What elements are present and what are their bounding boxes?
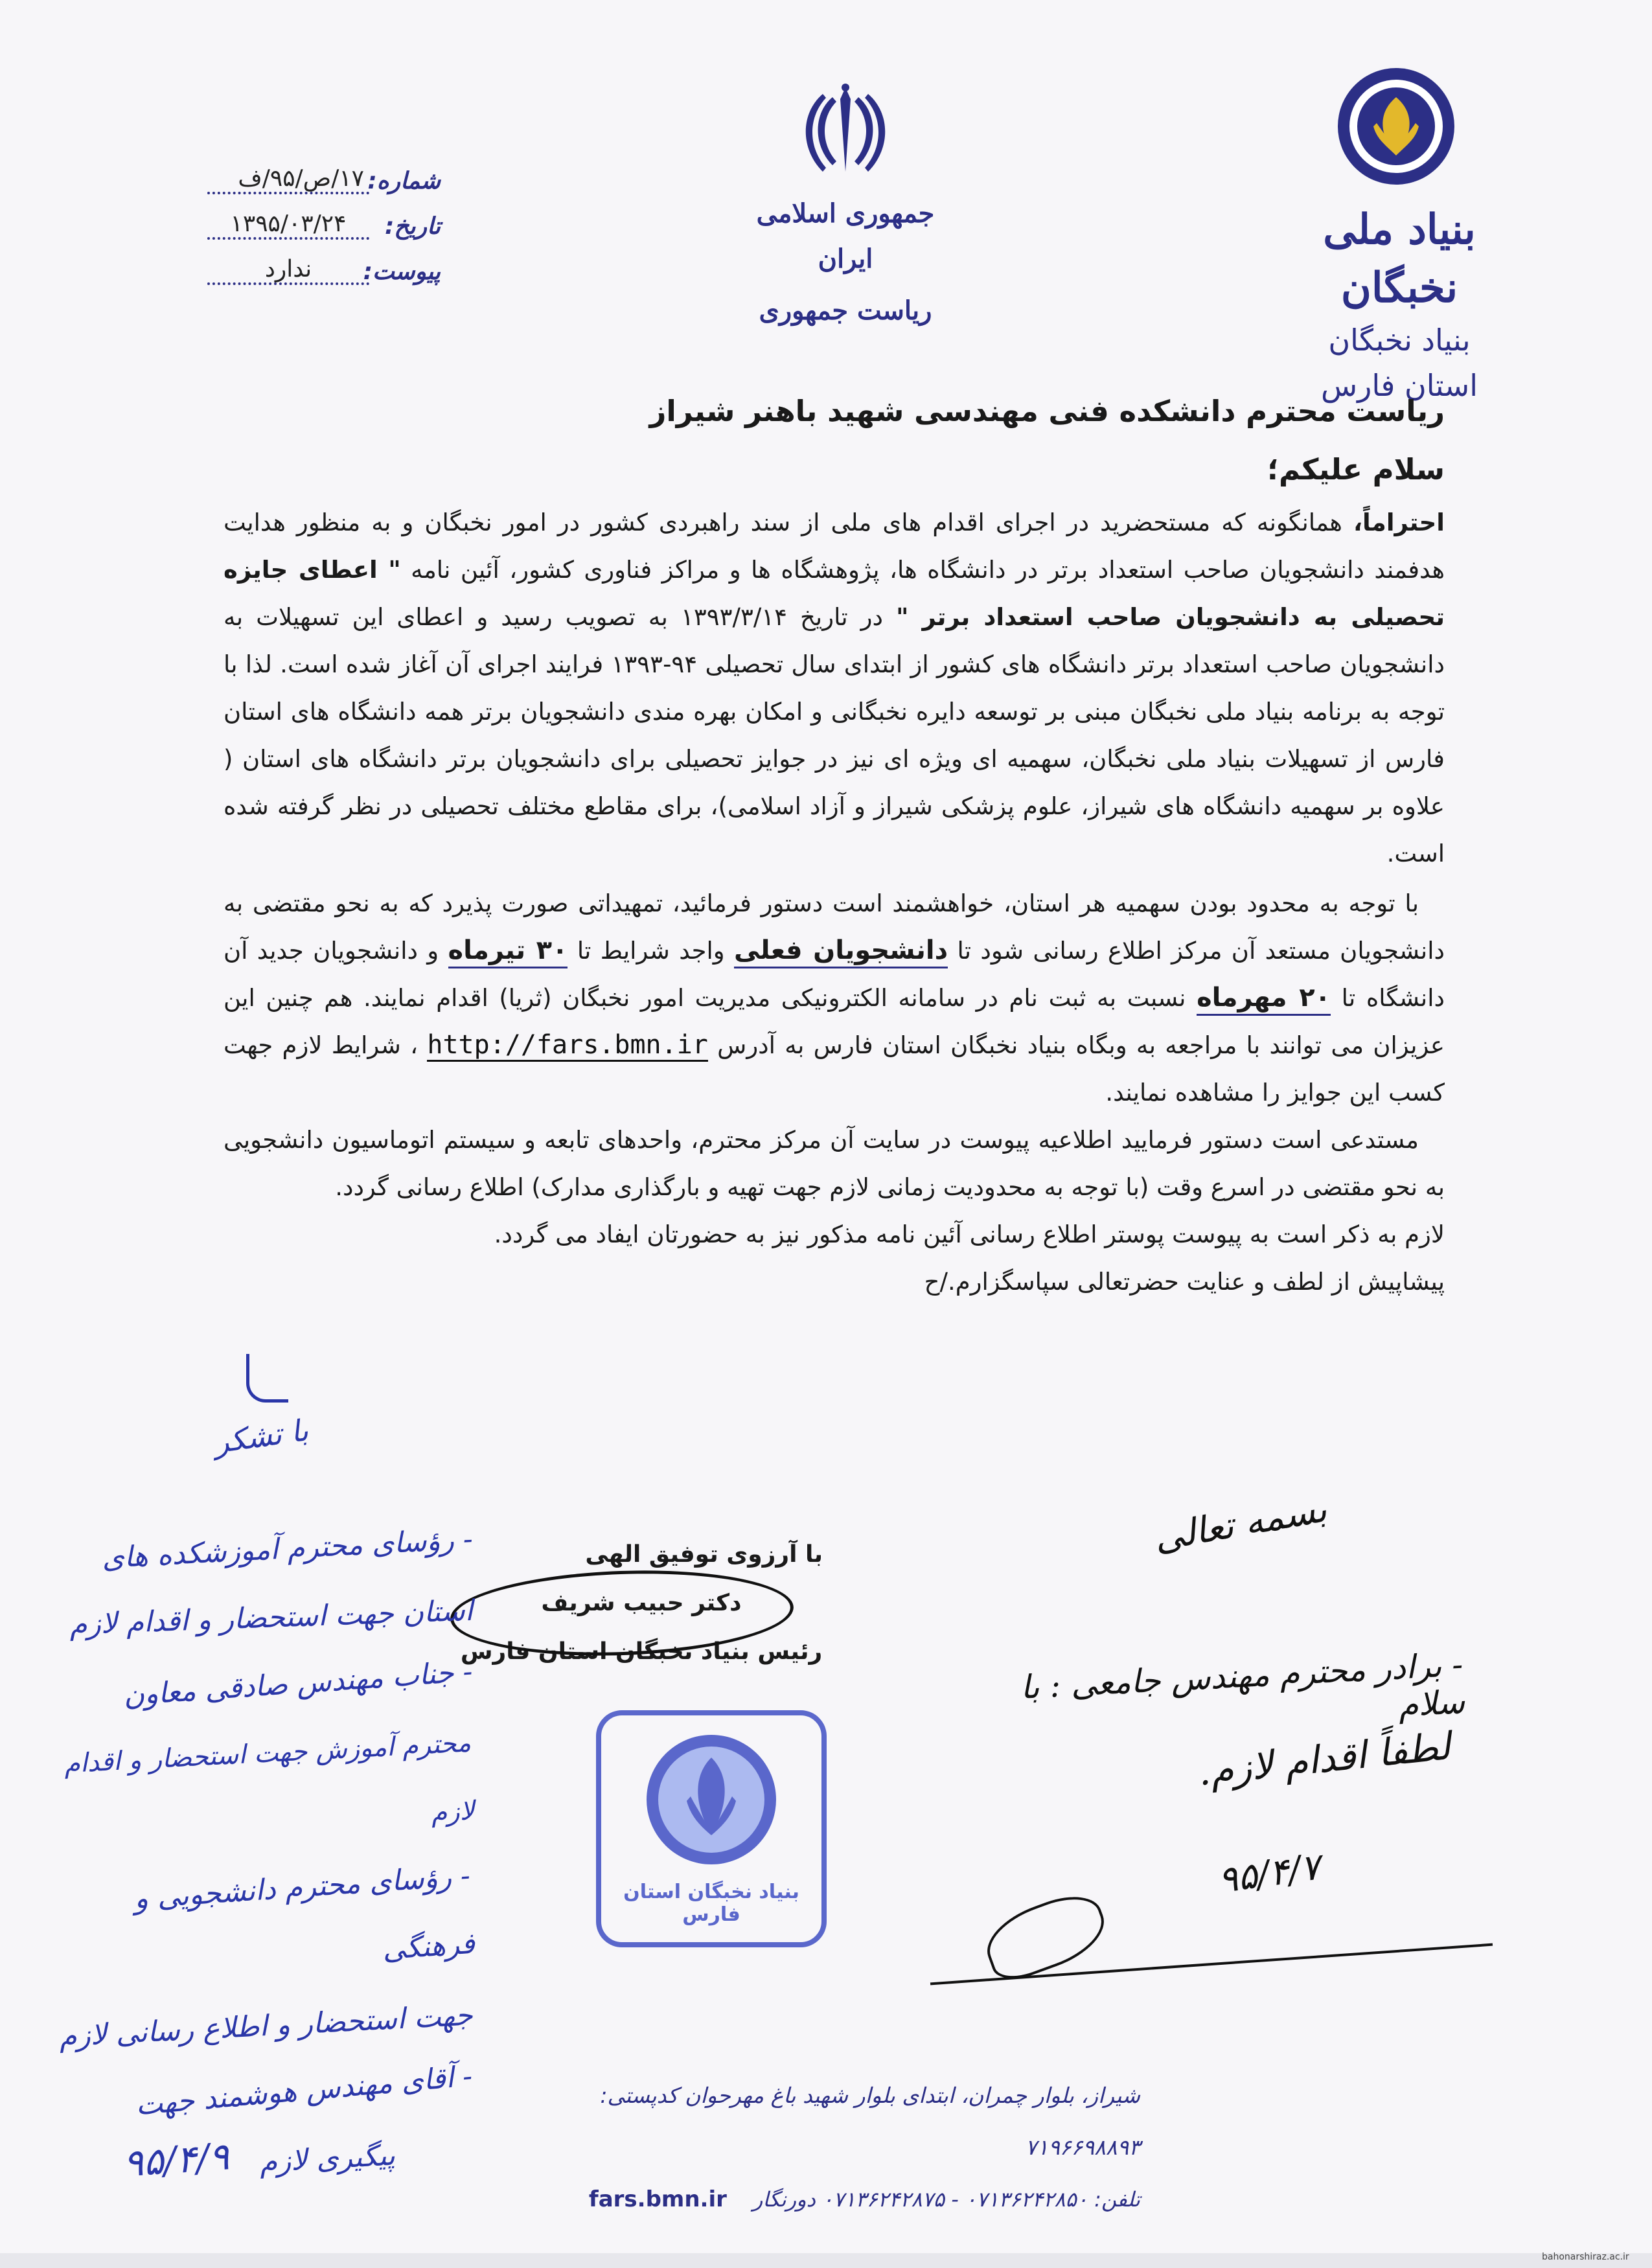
website-link[interactable]: http://fars.bmn.ir bbox=[427, 1030, 707, 1062]
handwritten-referral-line1: - برادر محترم مهندس جامعی : با سلام bbox=[1019, 1645, 1466, 1724]
signer-title: رئیس بنیاد نخبگان استان فارس bbox=[460, 1638, 823, 1665]
date-value: ۱۳۹۵/۰۳/۲۴ bbox=[207, 211, 369, 240]
deadline-tir: ۳۰ تیرماه bbox=[448, 935, 568, 968]
paragraph-3: مستدعی است دستور فرمایید اطلاعیه پیوست در سایت آن مرکز محترم، واحدهای تابعه و سیستم اتوماسیون دانشجویی به نحو مقتضی در اسرع وقت (با توجه به محدودیت زمانی لازم جهت تهیه و بارگذاری مدارک) اطلاع رسانی گردد. bbox=[224, 1126, 1445, 1201]
emblem-line2: ریاست جمهوری bbox=[759, 295, 932, 326]
current-students: دانشجویان فعلی bbox=[734, 935, 948, 968]
salutation: احتراماً، bbox=[1353, 509, 1445, 536]
bylaw-title: " اعطای جایزه تحصیلی به دانشجویان صاحب استعداد برتر " bbox=[224, 556, 1445, 631]
footer-address: شیراز، بلوار چمران، ابتدای بلوار شهید باغ مهرحوان کدپستی: ۷۱۹۶۶۹۸۸۹۳ bbox=[600, 2083, 1140, 2160]
greeting: سلام علیکم؛ bbox=[1267, 452, 1445, 487]
recipient: ریاست محترم دانشکده فنی مهندسی شهید باهنر شیراز bbox=[649, 394, 1445, 428]
source-watermark: bahonarshiraz.ac.ir bbox=[1542, 2252, 1629, 2262]
handwritten-bismillah: بسمه تعالی bbox=[1151, 1488, 1330, 1560]
iran-emblem bbox=[794, 81, 897, 178]
instruction-line: پیگیری لازم bbox=[258, 2138, 396, 2179]
letter-body bbox=[224, 499, 1445, 1305]
handwritten-thanks: با تشکر bbox=[211, 1412, 311, 1460]
handwritten-referral-line2: لطفاً اقدام لازم. bbox=[1196, 1723, 1453, 1794]
date-label: تاریخ: bbox=[384, 213, 441, 240]
iran-emblem-icon bbox=[794, 81, 897, 178]
paragraph-4: لازم به ذکر است به پیوست پوستر اطلاع رسانی آئین نامه مذکور نیز به حضورتان ایفاد می گردد. bbox=[494, 1220, 1445, 1248]
footer-phone: تلفن: ۰۷۱۳۶۲۴۲۸۵۰ - ۰۷۱۳۶۲۴۲۸۷۵ دورنگار bbox=[752, 2187, 1140, 2212]
instruction-line: - جناب مهندس صادقی معاون bbox=[122, 1655, 474, 1713]
instruction-line: جهت استحضار و اطلاع رسانی لازم bbox=[58, 1999, 474, 2054]
foundation-logo bbox=[1299, 62, 1493, 191]
emblem-line1: جمهوری اسلامی ایران bbox=[756, 198, 935, 274]
instruction-line: - آقای مهندس هوشمند جهت bbox=[134, 2059, 474, 2122]
foundation-subtitle: بنیاد نخبگان استان فارس bbox=[1321, 323, 1478, 403]
paragraph-2: با توجه به محدود بودن سهمیه هر استان، خواهشمند است دستور فرمائید، تمهیداتی صورت پذیرد که به نحو مقتضی به دانشجویان مستعد آن مرکز اطلاع رسانی شود تا دانشجویان فعلی واجد شرایط تا ۳۰ تیرماه و دانشجویان جدید آن دانشگاه تا ۲۰ مهرماه نسبت به ثبت نام در سامانه الکترونیکی مدیریت امور نخبگان (ثریا) اقدام نمایند. هم چنین این عزیزان می توانند با مراجعه به وبگاه بنیاد نخبگان استان فارس به آدرس http://fars.bmn.ir ، شرایط لازم جهت کسب این جوایز را مشاهده نمایند. bbox=[224, 889, 1445, 1106]
instruction-line: محترم آموزش جهت استحضار و اقدام لازم bbox=[63, 1728, 476, 1828]
instruction-line: استان جهت استحضار و اقدام لازم bbox=[69, 1594, 474, 1642]
stamp-emblem-icon bbox=[640, 1728, 783, 1871]
signer-name: دکتر حبیب شریف bbox=[541, 1590, 742, 1616]
foundation-emblem-icon bbox=[1299, 62, 1493, 191]
number-label: شماره: bbox=[367, 168, 441, 194]
handwritten-initial bbox=[246, 1354, 288, 1403]
foundation-name: بنیاد ملی نخبگان bbox=[1323, 205, 1476, 312]
attachment-value: ندارد bbox=[207, 256, 369, 285]
handwritten-left-date: ۹۵/۴/۹ bbox=[121, 2134, 231, 2186]
footer-site[interactable]: fars.bmn.ir bbox=[588, 2186, 727, 2212]
footer bbox=[570, 2070, 1140, 2225]
number-value: ۱۷/ص/۹۵/ف bbox=[207, 165, 369, 194]
deadline-mehr: ۲۰ مهرماه bbox=[1197, 983, 1331, 1016]
bottom-strip bbox=[0, 2253, 1652, 2268]
handwritten-instructions bbox=[58, 1516, 476, 2196]
letter-meta bbox=[207, 149, 441, 285]
stamp-text: بنیاد نخبگان استان فارس bbox=[623, 1881, 799, 1926]
instruction-line: - رؤسای محترم دانشجویی و فرهنگی bbox=[133, 1859, 476, 1967]
official-stamp bbox=[596, 1710, 827, 1947]
closing: با آرزوی توفیق الهی bbox=[585, 1541, 823, 1568]
paragraph-1: احتراماً، همانگونه که مستحضرید در اجرای اقدام های ملی از سند راهبردی کشور در امور نخبگان و به منظور هدایت هدفمند دانشجویان صاحب استعداد برتر در دانشگاه ها، پژوهشگاه ها و مراکز فناوری کشور، آئین نامه " اعطای جایزه تحصیلی به دانشجویان صاحب استعداد برتر " در تاریخ ۱۳۹۳/۳/۱۴ به تصویب رسید و اعطای این تسهیلات به دانشجویان صاحب استعداد برتر دانشگاه های کشور از ابتدای سال تحصیلی ۹۴-۱۳۹۳ فرایند اجرای آن آغاز شده است. لذا با توجه به برنامه بنیاد ملی نخبگان مبنی بر توسعه دایره نخبگانی و امکان بهره مندی دانشجویان برتر همه دانشگاه های استان فارس از تسهیلات بنیاد ملی نخبگان، سهمیه ای ویژه ای نیز در جوایز تحصیلی برای دانشجویان برتر دانشگاه های استان ( علاوه بر سهمیه دانشگاه های شیراز، علوم پزشکی شیراز و آزاد اسلامی)، برای مقاطع مختلف تحصیلی در نظر گرفته شده است. bbox=[224, 509, 1445, 867]
instruction-line: - رؤسای محترم آموزشکده های bbox=[101, 1522, 474, 1575]
handwritten-referral-date: ۹۵/۴/۷ bbox=[1215, 1846, 1323, 1902]
attachment-label: پیوست: bbox=[363, 258, 441, 285]
paragraph-5: پیشاپیش از لطف و عنایت حضرتعالی سپاسگزارم./ح bbox=[924, 1268, 1445, 1296]
